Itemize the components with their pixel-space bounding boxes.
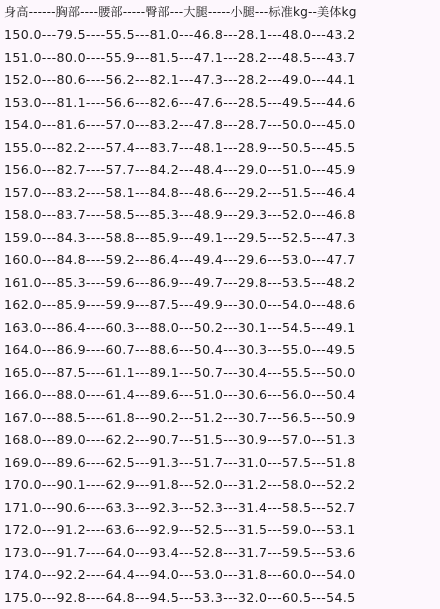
table-row: 156.0---82.7----57.7---84.2---48.4---29.0---51.0---45.9: [4, 159, 438, 182]
table-row: 160.0---84.8----59.2---86.4---49.4---29.6---53.0---47.7: [4, 249, 438, 272]
table-row: 168.0---89.0----62.2---90.7---51.5---30.9---57.0---51.3: [4, 429, 438, 452]
table-row: 172.0---91.2----63.6---92.9---52.5---31.5---59.0---53.1: [4, 519, 438, 542]
table-row: 174.0---92.2----64.4---94.0---53.0---31.8---60.0---54.0: [4, 564, 438, 587]
table-row: 166.0---88.0----61.4---89.6---51.0---30.6---56.0---50.4: [4, 384, 438, 407]
table-row: 164.0---86.9----60.7---88.6---50.4---30.3---55.0---49.5: [4, 339, 438, 362]
table-row: 162.0---85.9----59.9---87.5---49.9---30.0---54.0---48.6: [4, 294, 438, 317]
table-row: 151.0---80.0----55.9---81.5---47.1---28.2---48.5---43.7: [4, 47, 438, 70]
table-row: 153.0---81.1----56.6---82.6---47.6---28.5---49.5---44.6: [4, 92, 438, 115]
table-row: 165.0---87.5----61.1---89.1---50.7---30.4---55.5---50.0: [4, 362, 438, 385]
table-header: 身高------胸部----腰部-----臀部---大腿-----小腿---标准kg--美体kg: [4, 4, 357, 21]
table-row: 170.0---90.1----62.9---91.8---52.0---31.2---58.0---52.2: [4, 474, 438, 497]
table-row: 159.0---84.3----58.8---85.9---49.1---29.5---52.5---47.3: [4, 227, 438, 250]
table-body: [4, 24, 438, 609]
table-row: 175.0---92.8----64.8---94.5---53.3---32.0---60.5---54.5: [4, 587, 438, 609]
table-row: 163.0---86.4----60.3---88.0---50.2---30.1---54.5---49.1: [4, 317, 438, 340]
table-row: 152.0---80.6----56.2---82.1---47.3---28.2---49.0---44.1: [4, 69, 438, 92]
table-row: 154.0---81.6----57.0---83.2---47.8---28.7---50.0---45.0: [4, 114, 438, 137]
table-row: 167.0---88.5----61.8---90.2---51.2---30.7---56.5---50.9: [4, 407, 438, 430]
table-row: 155.0---82.2----57.4---83.7---48.1---28.9---50.5---45.5: [4, 137, 438, 160]
table-row: 169.0---89.6----62.5---91.3---51.7---31.0---57.5---51.8: [4, 452, 438, 475]
table-row: 171.0---90.6----63.3---92.3---52.3---31.4---58.5---52.7: [4, 497, 438, 520]
table-row: 158.0---83.7----58.5---85.3---48.9---29.3---52.0---46.8: [4, 204, 438, 227]
table-row: 173.0---91.7----64.0---93.4---52.8---31.7---59.5---53.6: [4, 542, 438, 565]
table-row: 157.0---83.2----58.1---84.8---48.6---29.2---51.5---46.4: [4, 182, 438, 205]
table-row: 161.0---85.3----59.6---86.9---49.7---29.8---53.5---48.2: [4, 272, 438, 295]
table-row: 150.0---79.5----55.5---81.0---46.8---28.1---48.0---43.2: [4, 24, 438, 47]
